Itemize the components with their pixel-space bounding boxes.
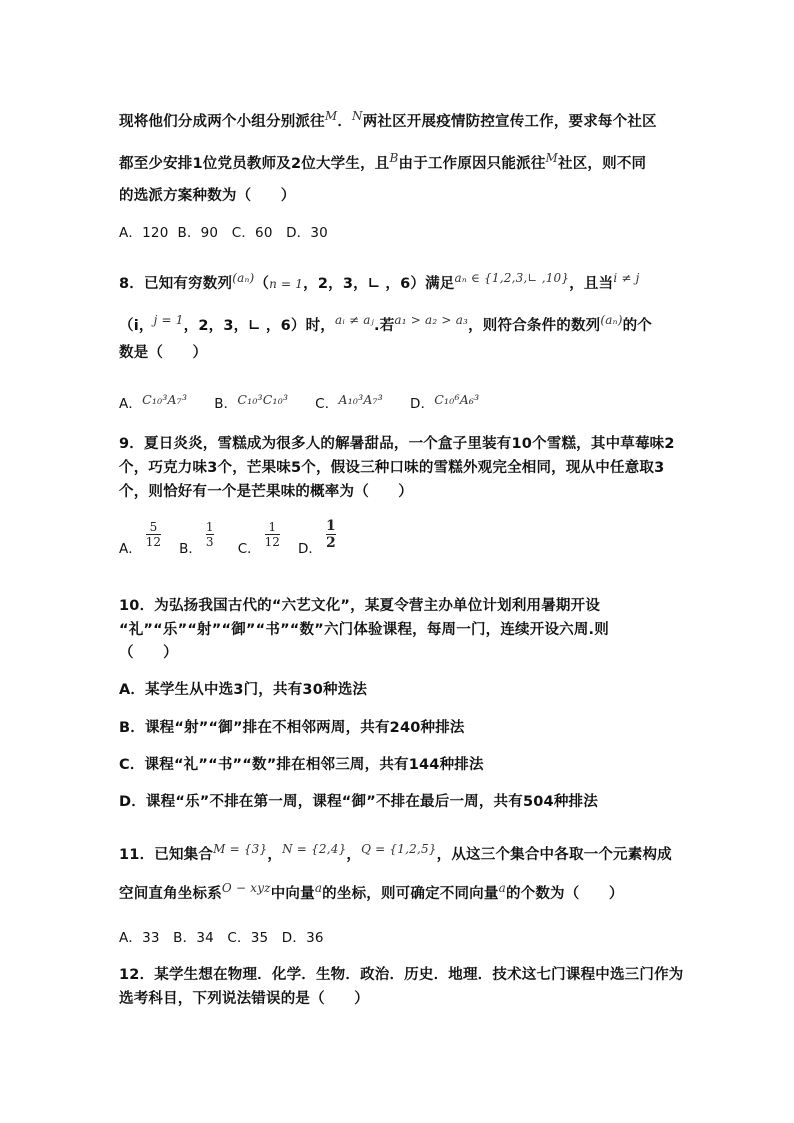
q12-text: 选考科目，下列说法错误的是（ ） [119, 991, 369, 1007]
q7-text: 的选派方案种数为（ ） [119, 188, 296, 204]
q8-line-2 [119, 314, 652, 335]
q8-text: ，2，3，∟ ，6）时， [183, 318, 335, 334]
q11-text: 11．已知集合 [119, 847, 214, 863]
q7-options [119, 221, 328, 241]
q10-line-1 [119, 594, 600, 615]
q8-text: ，2，3，∟ ，6）满足 [303, 276, 455, 292]
q8-option-b-label: B． [214, 396, 238, 412]
q8-text: 的个 [622, 318, 652, 334]
q7-text: 两社区开展疫情防控宣传工作，要求每个社区 [362, 114, 657, 130]
q9-line-1 [119, 432, 675, 453]
numerator: 1 [268, 520, 277, 534]
q10-line-2 [119, 618, 609, 639]
q8-text: 8．已知有穷数列 [119, 276, 233, 292]
q11-text: 中向量 [270, 886, 315, 902]
q8-text: （i， [119, 318, 154, 334]
numerator: 5 [149, 520, 158, 534]
q7-text: 现将他们分成两个小组分别派往 [119, 114, 325, 130]
q10-option-b [119, 716, 465, 737]
q9-option-c-label: C． [237, 540, 261, 557]
math-B: B [389, 151, 399, 165]
denominator: 12 [264, 535, 280, 549]
math-coordinate-system: O − xyz [221, 881, 271, 895]
q8-line-1 [119, 272, 640, 293]
q10-line-3 [119, 641, 178, 662]
q9-text: 个，巧克力味3个，芒果味5个，假设三种口味的雪糕外观完全相同，现从中任意取3 [119, 460, 665, 476]
q11-line-1 [119, 843, 672, 864]
q7-line-3 [119, 184, 295, 205]
q8-option-c-expr: A₁₀³A₇³ [338, 392, 383, 407]
q12-text: 12．某学生想在物理．化学．生物．政治．历史．地理．技术这七门课程中选三门作为 [119, 967, 684, 983]
q10-text: “礼”“乐”“射”“御”“书”“数”六门体验课程，每周一门，连续开设六周.则 [119, 622, 609, 638]
q8-options [119, 392, 479, 412]
q9-options [119, 518, 340, 557]
q10-option-a [119, 678, 367, 699]
math-M: M [545, 151, 559, 165]
q11-text: ，从这三个集合中各取一个元素构成 [436, 847, 672, 863]
q10-option-b-text: B．课程“射”“御”排在不相邻两周，共有240种排法 [119, 720, 465, 736]
q9-line-3 [119, 480, 413, 501]
q8-option-d-expr: C₁₀⁶A₆³ [434, 392, 480, 407]
q12-line-1 [119, 963, 683, 984]
q8-text: .若 [373, 318, 395, 334]
math-vector-a: a [314, 881, 323, 895]
q10-text: （ ） [119, 645, 178, 661]
q7-text: 都至少安排1位党员教师及2位大学生，且 [119, 156, 390, 172]
math-M: M [324, 109, 338, 123]
q9-line-2 [119, 456, 664, 477]
q11-text: 的个数为（ ） [505, 886, 624, 902]
q9-option-b-fraction [206, 520, 214, 549]
q11-text: 空间直角坐标系 [119, 886, 222, 902]
q8-text: （ [254, 276, 270, 292]
q11-options [119, 926, 324, 946]
math-set-M: M = {3} [213, 842, 268, 856]
q9-text: 9．夏日炎炎，雪糕成为很多人的解暑甜品，一个盒子里装有10个雪糕，其中草莓味2 [119, 436, 675, 452]
math-inequality: a₁ > a₂ > a₃ [394, 313, 469, 327]
q11-sep: ， [267, 847, 283, 863]
denominator: 2 [325, 535, 336, 551]
q9-option-b-label: B． [179, 540, 202, 557]
math-set-N: N = {2,4} [282, 842, 347, 856]
q10-text: 10．为弘扬我国古代的“六艺文化”，某夏令营主办单位计划利用暑期开设 [119, 598, 601, 614]
math-vector-a: a [498, 881, 506, 895]
math-i-ne-j: i ≠ j [613, 271, 640, 285]
denominator: 12 [145, 535, 162, 549]
q10-option-a-text: A．某学生从中选3门，共有30种选法 [119, 682, 368, 698]
q8-option-a-expr: C₁₀³A₇³ [142, 392, 188, 407]
q9-option-a-fraction [146, 520, 161, 549]
q11-line-2 [119, 882, 624, 903]
math-sequence: (aₙ) [232, 271, 255, 285]
numerator: 1 [325, 518, 336, 534]
q9-option-c-fraction [265, 520, 280, 549]
q11-sep: ， [346, 847, 362, 863]
math-n-eq: n = 1 [269, 277, 304, 291]
numerator: 1 [205, 520, 214, 534]
q8-text: ，则符合条件的数列 [468, 318, 601, 334]
q8-option-d-label: D． [410, 396, 435, 412]
math-sequence: (aₙ) [600, 313, 623, 327]
q9-option-d-fraction [326, 518, 336, 551]
q7-dot: ． [337, 114, 353, 130]
math-N: N [352, 109, 363, 123]
q8-text: 数是（ ） [119, 345, 208, 361]
q10-option-d-text: D．课程“乐”不排在第一周，课程“御”不排在最后一周，共有504种排法 [119, 794, 598, 810]
math-set-Q: Q = {1,2,5} [361, 842, 437, 856]
q8-line-3 [119, 341, 207, 362]
q9-option-a-label: A． [119, 540, 142, 557]
q7-line-2 [119, 152, 646, 173]
denominator: 3 [205, 535, 214, 549]
math-ai-ne-aj: aᵢ ≠ aⱼ [335, 313, 374, 327]
q11-options-text: A．33 B．34 C．35 D．36 [119, 930, 324, 946]
q8-option-b-expr: C₁₀³C₁₀³ [237, 392, 289, 407]
q8-text: ，且当 [569, 276, 614, 292]
math-j-eq: j = 1 [153, 313, 184, 327]
q9-text: 个，则恰好有一个是芒果味的概率为（ ） [119, 484, 413, 500]
math-condition: aₙ ∈ {1,2,3,∟ ,10} [454, 271, 570, 285]
q7-line-1 [119, 110, 657, 131]
q11-text: 的坐标，则可确定不同向量 [322, 886, 499, 902]
q7-text: 社区，则不同 [558, 156, 647, 172]
q10-option-c-text: C．课程“礼”“书”“数”排在相邻三周，共有144种排法 [119, 757, 484, 773]
q9-option-d-label: D． [298, 540, 322, 557]
q8-option-a-label: A． [119, 396, 143, 412]
q7-options-text: A．120 B．90 C．60 D．30 [119, 225, 328, 241]
q7-text: 由于工作原因只能派往 [398, 156, 546, 172]
q12-line-2 [119, 987, 369, 1008]
q10-option-d [119, 790, 598, 811]
q8-option-c-label: C． [315, 396, 339, 412]
q10-option-c [119, 753, 484, 774]
